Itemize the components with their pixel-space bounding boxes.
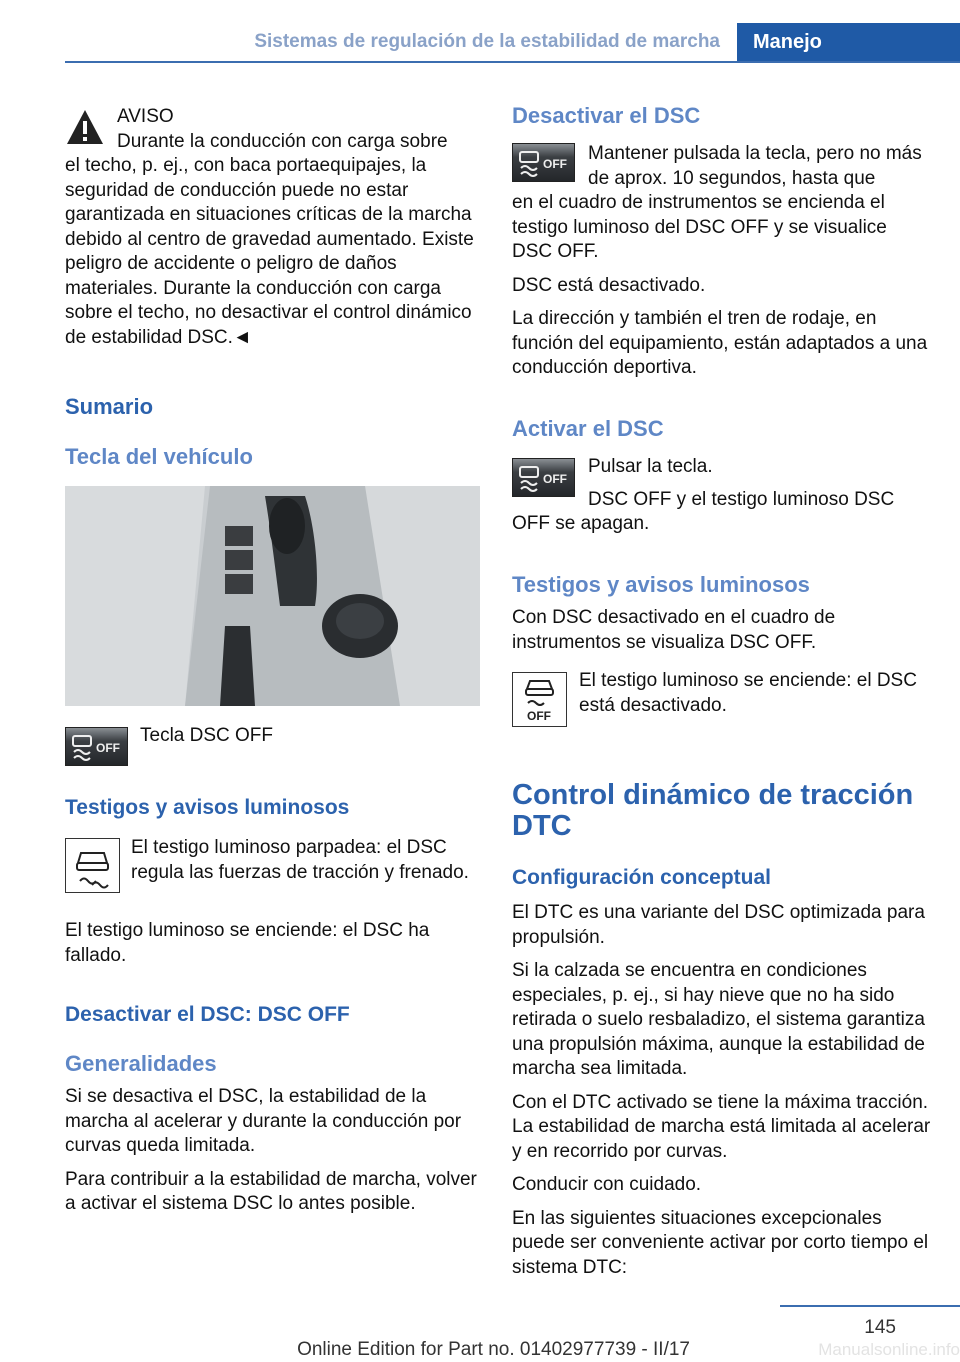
generalidades-text — [65, 1085, 481, 1226]
heading-desactivar-dsc: Desactivar el DSC — [512, 103, 701, 128]
config-p1: El DTC es una variante del DSC optimizada para propulsión. — [512, 902, 925, 948]
config-p4: Conducir con cuidado. — [512, 1174, 702, 1195]
heading-testigos-right: Testigos y avisos luminosos — [512, 572, 810, 597]
desactivar-p3: La dirección y también el tren de rodaje, en función del equipamiento, están adaptados a una conducción deportiva. — [512, 308, 928, 378]
heading-configuracion: Configuración conceptual — [512, 866, 772, 889]
warning-text: el techo, p. ej., con baca portaequipajes, la seguridad de conducción puede no estar garantizada en situaciones críticas de la marcha debido al centro de gravedad aumentado. Existe peligro de accidente o peligro de daños materiales. Durante la conducción con carga sobre el techo, no desactivar el control dinámico de estabilidad DSC.◄ — [65, 155, 474, 348]
heading-desactivar-dsc-off: Desactivar el DSC: DSC OFF — [65, 1003, 350, 1026]
generalidades-p1: Si se desactiva el DSC, la estabilidad de la marcha al acelerar y durante la conducción por curvas queda limitada. — [65, 1086, 462, 1156]
svg-text:OFF: OFF — [543, 157, 567, 171]
testigo-parpadea-text: El testigo luminoso parpadea: el DSC regula las fuerzas de tracción y frenado. — [131, 837, 469, 883]
heading-activar-dsc: Activar el DSC — [512, 416, 664, 441]
warning-text-lead: Durante la conducción con carga sobre — [117, 130, 448, 152]
activar-p2-rest: OFF se apagan. — [512, 513, 650, 534]
configuracion-body — [512, 901, 932, 1289]
chapter-tab[interactable]: Manejo — [737, 23, 960, 63]
testigo-enciende-text: El testigo luminoso se enciende: el DSC ha fallado. — [65, 920, 430, 966]
heading-generalidades: Generalidades — [65, 1051, 217, 1076]
dsc-warning-lamp-icon — [65, 838, 120, 893]
warning-title: AVISO — [117, 106, 174, 127]
generalidades-p2: Para contribuir a la estabilidad de marcha, volver a activar el sistema DSC lo antes posible. — [65, 1168, 477, 1214]
dsc-off-button-icon — [65, 727, 128, 766]
config-p5: En las siguientes situaciones excepcionales puede ser conveniente activar por corto tiempo el sistema DTC: — [512, 1207, 929, 1278]
edition-note: Online Edition for Part no. 01402977739 - II/17 — [297, 1339, 690, 1360]
heading-testigos-left: Testigos y avisos luminosos — [65, 796, 350, 819]
activar-p2-lead: DSC OFF y el testigo luminoso DSC — [588, 489, 895, 510]
center-console-photo — [65, 486, 480, 706]
section-title: Sistemas de regulación de la estabilidad de marcha — [254, 31, 720, 52]
desactivar-p1-lead: Mantener pulsada la tecla, pero no más de aprox. 10 segundos, hasta que — [588, 143, 922, 189]
testigos-right-p1: Con DSC desactivado en el cuadro de instrumentos se visualiza DSC OFF. — [512, 607, 836, 653]
svg-text:OFF: OFF — [96, 741, 120, 755]
heading-tecla-vehiculo: Tecla del vehículo — [65, 444, 253, 469]
activar-p1: Pulsar la tecla. — [588, 456, 713, 477]
config-p3: Con el DTC activado se tiene la máxima tracción. La estabilidad de marcha está limitada al acelerar y en recorrido por curvas. — [512, 1091, 931, 1162]
left-column — [65, 105, 481, 359]
page-number: 145 — [864, 1317, 896, 1338]
dsc-off-button-icon — [512, 143, 575, 182]
header-rule — [65, 61, 960, 63]
svg-text:OFF: OFF — [527, 709, 551, 723]
heading-sumario: Sumario — [65, 394, 154, 419]
desactivar-p1-rest: en el cuadro de instrumentos se encienda el testigo luminoso del DSC OFF y se visualice DSC OFF. — [512, 192, 887, 262]
watermark: Manualsonline.info — [818, 1340, 960, 1359]
config-p2: Si la calzada se encuentra en condiciones especiales, p. ej., si hay nieve que no ha sido retirada o suelo resbaladizo, el sistema garantiza una propulsión máxima, aunque la estabilidad de marcha sea limitada. — [512, 960, 925, 1079]
svg-text:OFF: OFF — [543, 472, 567, 486]
dsc-off-button-icon — [512, 458, 575, 497]
desactivar-body — [512, 191, 932, 390]
dsc-off-lamp-icon — [512, 672, 567, 727]
testigos-right-p2: El testigo luminoso se enciende: el DSC está desactivado. — [579, 670, 917, 716]
footer-rule — [780, 1305, 960, 1307]
heading-dtc: Control dinámico de tracción DTC — [512, 779, 914, 842]
caption-dsc-off: Tecla DSC OFF — [140, 725, 274, 746]
desactivar-p2: DSC está desactivado. — [512, 274, 706, 296]
